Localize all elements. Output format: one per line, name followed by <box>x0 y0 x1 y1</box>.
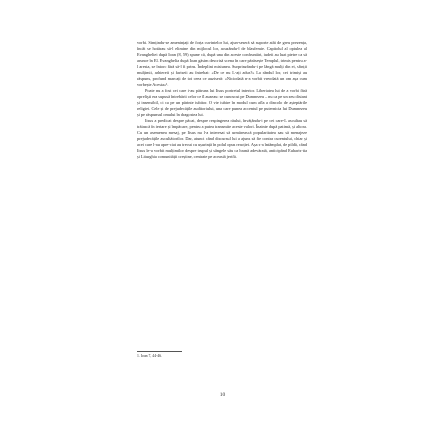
main-text-column <box>137 40 307 160</box>
paragraph-1: vorbi. Simțindu-se amenințați de forța cuvintelor lui, ajun-seseră să suporte atât de greu prezența, încât se hotărau să-l elimine din mijlocul lor, acuzându-l de blasfemie. Capitolul al optulea al Evangheliei după Ioan (8, 59) spune că, după una din aceste confruntări, iudeii au luat pietre ca să arunce în El. Evanghelia după Ioan găsim descrisă scena în care părăsește Templul, trimis pentru a-l aresta, se întorc fără să-l fi prins. Îndeplini misiunea. Surprinzându-i pe lângă mulți din ei, sfinții mulțimii, arhiereii și fariseii au întrebat: «De ce nu L-ați adus?» La rândul lor, cei trimiși au răspuns, profund marcați de tot ceea ce auziseră: «Niciodată n-a vorbit vreodată un om așa cum vorbește Acesta»¹. <box>137 40 307 87</box>
footnote-1: 1. Ioan 7, 44-46. <box>137 354 163 358</box>
footnote-rule <box>137 351 182 352</box>
page-number: 10 <box>219 392 226 398</box>
footnote-area <box>137 351 307 359</box>
paragraph-2: Poate nu a fost cei care i-au pătruns lui Iisus portretul interior. Libertatea lui de a vorbi fără oprelişti era supusă întrebării celor ce îl auzeau: se cunoscut pe Dumnezeu – nu ca pe un zeu distant și insensibil, ci ca pe un părinte iubitor. O vie iubire în modul cum afla a dincolo de așteptările religiei. Cele și de prejudecățile auditoriului, una care punea accentul pe puternicia lui Dumnezeu și pe răspunsul omului în dragostea lui. <box>137 88 307 117</box>
paragraph-3: Iisus a predicat despre păcat, despre respingerea răului, învățându-i pe cei care-L ascultau să trăiască în iertare și împăcare, pentru a putea transmite aceste valori. Înainte după patimă, și altora. Cu un asemenea mesaj, pe Iisus nu l-a interesat să urmărească popularitatea sau să menajeze prejudecățile ascultătorilor. Dar, atunci când discursul lui a ajuns să fie contra curentului, chiar și acei care l-au apre-ciat au trecut cu ușurință în polul opus reacției. Așa s-a întâmplat, de pildă, când Iisus le-a vorbit mulțimilor despre trupul și sângele său ca hrană adevărată, anticipând Euharis-tia și Liturghia comunității creștine, centrate pe această jertfă. <box>137 118 307 159</box>
